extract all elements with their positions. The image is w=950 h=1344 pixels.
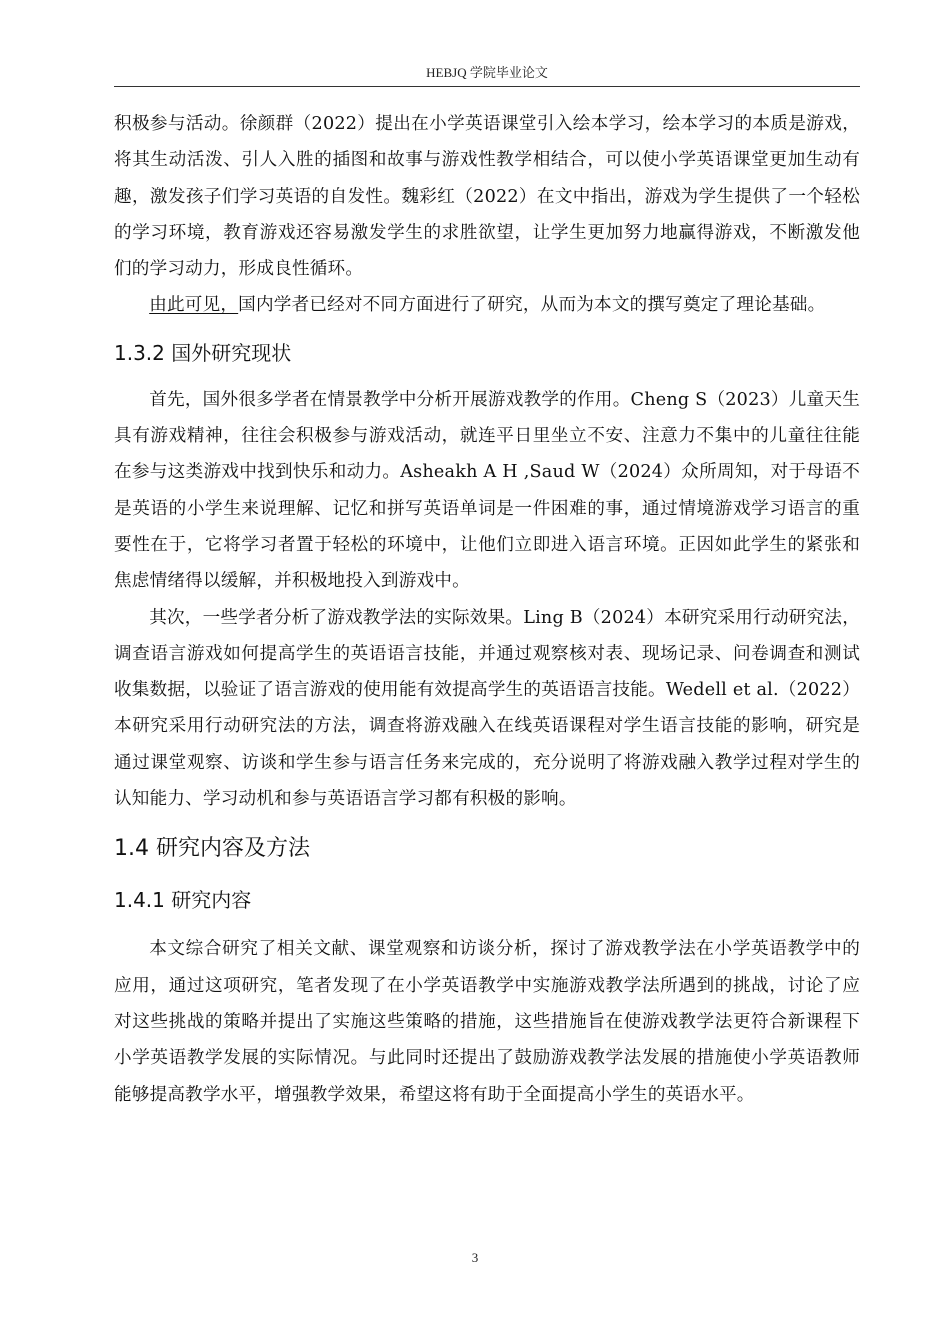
heading-1-4-1: 1.4.1 研究内容 [114,888,252,913]
paragraph-summary [114,287,860,323]
header-rule [114,86,860,87]
underlined-phrase: 由此可见， [149,295,239,316]
heading-1-4: 1.4 研究内容及方法 [114,836,310,862]
heading-1-3-2: 1.3.2 国外研究现状 [114,340,292,365]
paragraph-research-content: 本文综合研究了相关文献、课堂观察和访谈分析，探讨了游戏教学法在小学英语教学中的应用，通过这项研究，笔者发现了在小学英语教学中实施游戏教学法所遇到的挑战，讨论了应对这些挑战的策略并提出了实施这些策略的措施，这些措施旨在使游戏教学法更符合新课程下小学英语教学发展的实际情况。与此同时还提出了鼓励游戏教学法发展的措施使小学英语教师能够提高教学水平，增强教学效果，希望这将有助于全面提高小学生的英语水平。 [114,939,860,1105]
page-number: 3 [471,1250,479,1265]
page-content [114,106,860,1113]
paragraph-foreign-research-1: 首先，国外很多学者在情景教学中分析开展游戏教学的作用。Cheng S（2023）儿童天生具有游戏精神，往往会积极参与游戏活动，就连平日里坐立不安、注意力不集中的儿童往往能在参与这类游戏中找到快乐和动力。Asheakh A H ,Saud W（2024）众所周知，对于母语不是英语的小学生来说理解、记忆和拼写英语单词是一件困难的事，通过情境游戏学习语言的重要性在于，它将学习者置于轻松的环境中，让他们立即进入语言环境。正因如此学生的紧张和焦虑情绪得以缓解，并积极地投入到游戏中。 [114,389,860,592]
running-header: HEBJQ 学院毕业论文 [426,65,548,80]
paragraph-summary-rest: 国内学者已经对不同方面进行了研究，从而为本文的撰写奠定了理论基础。 [238,295,826,316]
paragraph-continued: 积极参与活动。徐颜群（2022）提出在小学英语课堂引入绘本学习，绘本学习的本质是游戏，将其生动活泼、引人入胜的插图和故事与游戏性教学相结合，可以使小学英语课堂更加生动有趣，激发孩子们学习英语的自发性。魏彩红（2022）在文中指出，游戏为学生提供了一个轻松的学习环境，教育游戏还容易激发学生的求胜欲望，让学生更加努力地赢得游戏，不断激发他们的学习动力，形成良性循环。 [114,114,860,280]
paragraph-foreign-research-2: 其次，一些学者分析了游戏教学法的实际效果。Ling B（2024）本研究采用行动研究法，调查语言游戏如何提高学生的英语语言技能，并通过观察核对表、现场记录、问卷调查和测试收集数据，以验证了语言游戏的使用能有效提高学生的英语语言技能。Wedell et al.（2022）本研究采用行动研究法的方法，调查将游戏融入在线英语课程对学生语言技能的影响，研究是通过课堂观察、访谈和学生参与语言任务来完成的，充分说明了将游戏融入教学过程对学生的认知能力、学习动机和参与英语语言学习都有积极的影响。 [114,607,860,810]
